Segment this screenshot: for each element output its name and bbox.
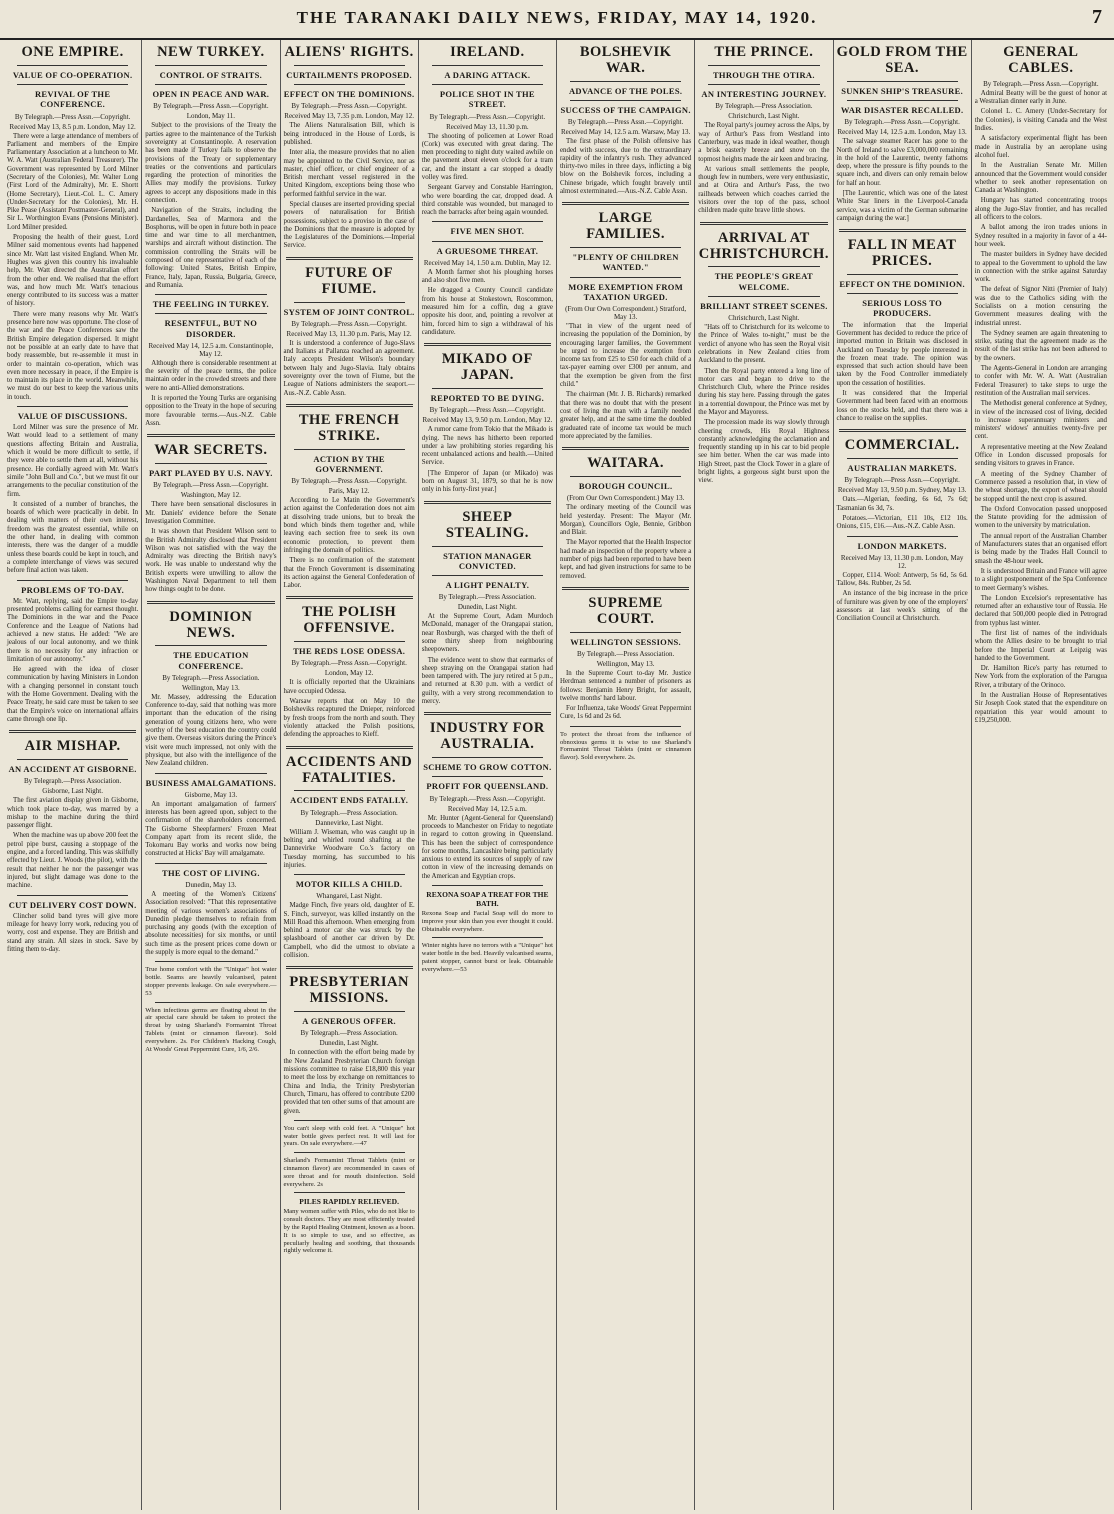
article-paragraph: There have been sensational disclosures in Mr. Daniels' evidence before the Senate Investigation Committee.: [145, 501, 277, 525]
article-paragraph: The Methodist general conference at Sydney, in view of the increased cost of living, decided to increase superannuary ministers and ministers' widows' annuities twenty-five per cent.: [974, 400, 1107, 441]
article-paragraph: Navigation of the Straits, including the Dardanelles, Sea of Marmora and the Bosphorus, will be open in future both in peace time and war time to all merchantmen, warships and aircraft without distinction. The commission controlling the Straits will be composed of one representative of each of the following: United States, British Empire, France, Italy, Japan, Russia, Bulgaria, Greece, and Rumania.: [145, 207, 277, 289]
article-paragraph: There were many reasons why Mr. Watt's presence here now was opportune. The close of the war and the Peace Conferences saw the British Empire delegation dispersed. It might not be possible at an early date to have that body reassemble, but re-assemble it must in order to maintain co-operation, which was even more necessary in peace, if the Empire is to maintain its place in the world. Meanwhile, we must do our best to keep the various units in touch.: [7, 310, 139, 401]
advertisement-text: True home comfort with the "Unique" hot water bottle. Seams are heavily vulcanised, patent stopper prevents leakage. On sale everywhere.—53: [145, 966, 277, 997]
section-divider: [424, 712, 551, 715]
headline-rule: [708, 65, 819, 66]
headline-rule: [432, 546, 543, 547]
press-credit: By Telegraph.—Press Assn.—Copyright.: [153, 102, 269, 111]
article-paragraph: He agreed with the idea of closer communication by having Ministers in London with a changing personnel in constant touch with the Home Government. Dealing with the Peace Treaty, he said care must be taken to see that the Empire's voice on international affairs came through one lip.: [7, 666, 139, 723]
article-paragraph: [The Laurentic, which was one of the latest White Star liners in the Liverpool-Canada service, was a victim of the German submarine campaign during the war.]: [836, 190, 968, 222]
article-subheading: WELLINGTON SESSIONS.: [570, 636, 681, 647]
subheading-rule: [708, 296, 819, 297]
article-subheading: A LIGHT PENALTY.: [445, 579, 530, 590]
article-paragraph: For Influenza, take Woods' Great Peppermint Cure, 1s 6d and 2s 6d.: [560, 705, 692, 721]
article-headline: WAITARA.: [587, 455, 664, 472]
press-credit: By Telegraph.—Press Assn.—Copyright.: [291, 102, 407, 111]
headline-rule: [847, 274, 958, 275]
article-headline: ACCIDENTS AND FATALITIES.: [286, 753, 413, 786]
subheading-rule: [17, 84, 128, 85]
subheading-rule: [155, 313, 266, 314]
article-subheading: MORE EXEMPTION FROM TAXATION URGED.: [568, 281, 684, 302]
article-headline: DOMINION NEWS.: [169, 608, 253, 641]
press-credit: By Telegraph.—Press Assn.—Copyright.: [429, 112, 546, 121]
article-subheading: PART PLAYED BY U.S. NAVY.: [149, 468, 273, 479]
article-subheading: BRILLIANT STREET SCENES.: [700, 300, 828, 311]
columns-container: [4, 40, 1110, 1510]
press-credit: By Telegraph.—Press Assn.—Copyright.: [567, 118, 684, 127]
article-headline: AIR MISHAP.: [24, 738, 121, 755]
section-divider: [562, 202, 689, 205]
article-headline: GOLD FROM THE SEA.: [836, 44, 968, 76]
column-2: [142, 40, 280, 1510]
section-divider: [17, 895, 128, 896]
dateline: Dannevirke, Last Night.: [315, 818, 383, 827]
advertisement-text: You can't sleep with cold feet. A "Unique" hot water bottle gives perfect rest. It will last for years. On sale everywhere.—47: [283, 1124, 415, 1148]
article-paragraph: "Hats off to Christchurch for its welcome to the Prince of Wales to-night," must be the verdict of anyone who has seen the Royal visit celebrations in New Zealand cities from Auckland to the present.: [698, 324, 830, 365]
section-divider: [294, 1152, 405, 1153]
subheading-rule: [708, 84, 819, 85]
article-headline: NEW TURKEY.: [157, 44, 265, 60]
section-divider: [155, 773, 266, 774]
article-paragraph: It was considered that the Imperial Government had been faced with an enormous loss on the stocks held, and that there was a chance to realise on the supplies.: [836, 390, 968, 422]
dateline: Dunedin, Last Night.: [457, 603, 517, 612]
section-divider: [562, 587, 689, 590]
section-divider: [147, 434, 274, 437]
dateline: Christchurch, Last Night.: [728, 112, 800, 121]
headline-rule: [17, 65, 128, 66]
section-divider: [847, 536, 958, 537]
section-divider: [432, 937, 543, 938]
article-headline: SHEEP STEALING.: [445, 508, 529, 541]
headline-rule: [155, 463, 266, 464]
article-headline: ARRIVAL AT CHRISTCHURCH.: [698, 229, 829, 262]
article-headline: IRELAND.: [450, 44, 525, 60]
article-paragraph: A Month farmer shot his ploughing horses and also shot five men.: [421, 268, 553, 285]
article-paragraph: Sergeant Garvey and Constable Harrington, who were boarding the car, dropped dead. A third constable was wounded, but managed to reach the barracks after being again wounded.: [421, 184, 553, 217]
article-paragraph: The London Excelsior's representative has returned after an exhaustive tour of Russia. He declared that 500,000 people died in Petrograd from typhus last winter.: [974, 594, 1107, 627]
article-subheading: LONDON MARKETS.: [857, 540, 947, 551]
dateline: Dunedin, May 13.: [185, 880, 237, 889]
subheading-rule: [432, 241, 543, 242]
press-credit: By Telegraph.—Press Assn.—Copyright.: [429, 794, 546, 803]
dateline: (From Our Own Correspondent.) May 13.: [566, 494, 685, 503]
article-paragraph: It is understood a conference of Jugo-Slavs and Italians at Pallanza reached an agreement. Italy accepts President Wilson's boundary between Italy and Jugo-Slavia. Italy obtains sovereignty over the town of Fiume, but the League of Nations administers the seaport.—Aus.-N.Z. Cable Assn.: [283, 339, 415, 397]
article-paragraph: In connection with the effort being made by the New Zealand Presbyterian Church foreign missions committee to raise £18,800 this year to meet the loss by exchange on remittances to China and India, the Trinity Presbyterian Church, Timaru, has offered to contribute £200 provided that ten other sums of that amount are given.: [283, 1049, 415, 1115]
headline-rule: [294, 641, 405, 642]
article-paragraph: In the Australian House of Representatives Sir Joseph Cook stated that the expenditure on repatriation this year would amount to £19,250,000.: [974, 692, 1107, 724]
article-headline: LARGE FAMILIES.: [586, 210, 665, 243]
article-headline: FUTURE OF FIUME.: [305, 264, 394, 297]
article-paragraph: At various small settlements the people, though few in numbers, were very enthusiastic, and at Otira and Arthur's Pass, the two railheads between which coaches carried the visitors over the top of the pass, school children made quite brave little shows.: [698, 165, 830, 215]
section-divider: [570, 726, 681, 727]
article-subheading: AUSTRALIAN MARKETS.: [847, 463, 957, 474]
press-credit: By Telegraph.—Press Assn.—Copyright.: [291, 319, 407, 328]
article-paragraph: Then the Royal party entered a long line of motor cars and began to drive to the Christchurch Club, where the Prince resides during his stay here. Passing through the gates in a torrential downpour, the Prince was met by the Mayor and Mayoress.: [698, 367, 830, 416]
dateline: Received May 13, 11.30 p.m.: [446, 122, 529, 131]
section-divider: [700, 222, 827, 225]
press-credit: By Telegraph.—Press Assn.—Copyright.: [844, 476, 960, 485]
press-credit: By Telegraph.—Press Association.: [576, 649, 675, 658]
article-paragraph: He dragged a County Council candidate from his house at Stokestown, Roscommon, measured him for a coffin, dug a grave opposite his door, and, pointing a revolver at him, forced him to sign a withdrawal of his candidature.: [421, 287, 553, 336]
column-3: [281, 40, 419, 1510]
article-paragraph: In the Supreme Court to-day Mr. Justice Herdman sentenced a number of prisoners as follows: Benjamin Henry Bright, for assault, twelve months' hard labour.: [560, 669, 692, 702]
article-subheading: A DARING ATTACK.: [444, 69, 531, 80]
dateline: Whangarei, Last Night.: [316, 892, 382, 901]
advertisement-text: Many women suffer with Piles, who do not like to consult doctors. They are most efficiently treated by the Rapid Healing Ointment, known as a boon. It is so simple to use, and so effective, as peculiarly healing and soothing, that thousands rightly welcome it.: [283, 1208, 415, 1255]
article-paragraph: There were a large attendance of members of Parliament and members of the Empire Parliamentary Association at a luncheon to Mr. W. A. Watt (Australian Federal Treasurer). The Government was represented by Lord Milner (Secretary of the Colonies), Mr. Walter Long (First Lord of the Admiralty), Mr. E. Shortt (Home Secretary), Lieut.-Col. L. C. Amery (Under-Secretary for the Colonies), Mr. H. Pike Pease (Assistant Postmaster-General), and Sir L. Worthington Evans (Pensions Minister). Lord Milner presided.: [7, 132, 139, 231]
article-paragraph: The Aliens Naturalisation Bill, which is being introduced in the House of Lords, is published.: [283, 122, 415, 146]
article-subheading: VALUE OF CO-OPERATION.: [12, 69, 133, 80]
subheading-rule: [432, 575, 543, 576]
dateline: Dunedin, Last Night.: [319, 1039, 379, 1048]
masthead-title: THE TARANAKI DAILY NEWS, FRIDAY, MAY 14, 1920.: [296, 8, 818, 27]
article-paragraph: Mr. Watt, replying, said the Empire to-day presented problems calling for earnest thought. The Dominions in the war and the Peace Conference and the League of Nations had achieved a new status. He added: "We are jealous of our local autonomy, and we think there is no necessity for any infraction or limitation of our autonomy.": [7, 597, 139, 663]
article-subheading: ADVANCE OF THE POLES.: [568, 85, 683, 96]
section-divider: [286, 746, 413, 749]
article-subheading: "PLENTY OF CHILDREN WANTED.": [572, 252, 679, 273]
article-paragraph: Copper, £114. Wool: Antwerp, 5s 6d, 5s 6d. Tallow, 84s. Rubber, 2s 5d.: [836, 571, 968, 588]
article-subheading: OPEN IN PEACE AND WAR.: [152, 89, 270, 100]
article-headline: BOLSHEVIK WAR.: [579, 44, 672, 76]
subheading-rule: [155, 84, 266, 85]
article-subheading: THROUGH THE OTIRA.: [712, 69, 815, 80]
article-paragraph: Special clauses are inserted providing special powers of naturalisation for British possessions, subject to a proviso in the case of the Dominions that the measure is adopted by the Legislatures of the Dominions.—Imperial Service.: [283, 200, 415, 250]
article-subheading: VALUE OF DISCUSSIONS.: [17, 411, 128, 421]
press-credit: By Telegraph.—Press Association.: [438, 593, 537, 602]
headline-rule: [847, 458, 958, 459]
dateline: Received May 14, 12.5 a.m.: [447, 804, 527, 813]
column-6: [695, 40, 833, 1510]
headline-rule: [570, 632, 681, 633]
dateline: Paris, May 12.: [328, 487, 370, 496]
article-subheading: SYSTEM OF JOINT CONTROL.: [283, 306, 415, 317]
section-divider: [424, 501, 551, 504]
article-subheading: WAR DISASTER RECALLED.: [840, 105, 964, 116]
article-subheading: SUNKEN SHIP'S TREASURE.: [841, 85, 963, 96]
press-credit: By Telegraph.—Press Association.: [23, 777, 122, 786]
headline-rule: [570, 81, 681, 82]
advertisement-text: Rexona Soap and Facial Soap will do more to improve your skin than you ever thought it could. Obtainable everywhere.: [421, 909, 553, 933]
article-paragraph: According to Le Matin the Government's action against the Confederation does not aim at dissolving trade unions, but to break the bond which binds them together and, while leaving each section free to seek its own economic protection, to prevent them infringing the domain of politics.: [283, 497, 415, 554]
dateline: Gisborne, Last Night.: [42, 787, 103, 796]
dateline: Received May 13, 11.30 p.m. London, May 12.: [840, 553, 964, 570]
article-headline: INDUSTRY FOR AUSTRALIA.: [429, 720, 545, 753]
article-subheading: BOROUGH COUNCIL.: [578, 481, 673, 492]
section-divider: [839, 429, 966, 432]
article-subheading: POLICE SHOT IN THE STREET.: [439, 89, 535, 110]
dateline: Gisborne, May 13.: [184, 790, 238, 799]
article-paragraph: The Oxford Convocation passed unopposed the Statute providing for the admission of women to the university by matriculation.: [974, 505, 1107, 530]
headline-rule: [294, 1011, 405, 1012]
article-paragraph: It is understood Britain and France will agree to a slight postponement of the Spa Conference to meet Germany's wishes.: [974, 567, 1107, 592]
article-subheading: THE REDS LOSE ODESSA.: [293, 646, 406, 657]
article-paragraph: Admiral Beatty will be the guest of honor at a Westralian dinner early in June.: [974, 89, 1107, 106]
section-divider: [9, 730, 136, 733]
column-1: [4, 40, 142, 1510]
article-headline: SUPREME COURT.: [588, 594, 663, 627]
press-credit: By Telegraph.—Press Assn.—Copyright.: [429, 406, 546, 415]
advertisement-text: Winter nights have no terrors with a "Unique" hot water bottle in the bed. Heavily vulcanised seams, patent stopper, cannot burst or leak. Obtainable everywhere.—53: [421, 942, 553, 973]
dateline: Received May 13, 8.5 p.m. London, May 12.: [9, 122, 136, 131]
article-headline: THE PRINCE.: [714, 44, 814, 60]
article-paragraph: It consisted of a number of branches, the boards of which were practically in debit. In dealing with matters of their own interest, freedom was the greatest essential, while on the other hand, in dealing with common interests, there was the danger of a muddle unless these boards could be kept in touch, and a complete interchange of views was secured before final action was taken.: [7, 500, 139, 575]
section-divider: [424, 343, 551, 346]
article-paragraph: The chairman (Mr. J. B. Richards) remarked that there was no doubt that with the present cost of living the man with a family needed greater help, and at the same time the doubled graduated rate of income tax would be much more appreciated by the families.: [560, 391, 692, 440]
article-paragraph: The ordinary meeting of the Council was held yesterday. Present: The Mayor (Mr. Morgan), Councillors Ogle, Bennie, Gribbon and Blair.: [560, 504, 692, 537]
article-paragraph: It is reported the Young Turks are organising opposition to the Treaty in the hope of securing more favourable terms.—Aus.-N.Z. Cable Assn.: [145, 395, 277, 427]
advertisement-text: To protect the throat from the influence of obnoxious germs it is wise to use Sharland's Formamint Throat Tablets (mint or cinnamon flavor). Sold everywhere. 2s.: [560, 730, 692, 762]
subheading-rule: [294, 84, 405, 85]
article-subheading: SERIOUS LOSS TO PRODUCERS.: [862, 298, 943, 319]
press-credit: By Telegraph.—Press Association.: [300, 1029, 398, 1038]
section-divider: [286, 404, 413, 407]
article-paragraph: Warsaw reports that on May 10 the Bolsheviks recaptured the Dnieper, reinforced by fresh troops from the north and south. They violently attacked the Polish positions, defending the approaches to Kieff.: [283, 698, 415, 739]
headline-rule: [294, 302, 405, 303]
article-paragraph: The shooting of policemen at Lower Road (Cork) was executed with great daring. The men proceeding to night duty waited awhile on the pavement about eleven o'clock for a tram car, and the instant a car stopped a deadly volley was fired.: [421, 132, 553, 181]
article-headline: THE FRENCH STRIKE.: [298, 411, 400, 444]
article-subheading: SUCCESS OF THE CAMPAIGN.: [560, 105, 691, 116]
article-headline: GENERAL CABLES.: [1003, 44, 1079, 76]
dateline: Christchurch, Last Night.: [728, 314, 800, 323]
section-divider: [155, 863, 266, 864]
press-credit: By Telegraph.—Press Assn.—Copyright.: [291, 477, 407, 486]
article-paragraph: The Mayor reported that the Health Inspector had made an inspection of the property where a number of pigs had been reported to have been kept, and had given instructions for same to be removed.: [560, 539, 692, 580]
article-subheading: ACCIDENT ENDS FATALLY.: [290, 795, 409, 806]
article-subheading: PROFIT FOR QUEENSLAND.: [426, 781, 549, 792]
press-credit: By Telegraph.—Press Assn.—Copyright.: [14, 112, 131, 121]
article-paragraph: A satisfactory experimental flight has been made in Australia by an aeroplane using alcohol fuel.: [974, 135, 1107, 159]
section-divider: [432, 885, 543, 886]
headline-rule: [155, 65, 266, 66]
article-subheading: A GENEROUS OFFER.: [302, 1016, 396, 1027]
subheading-rule: [432, 776, 543, 777]
dateline: Received May 13, 9.50 p.m. Sydney, May 13.: [837, 486, 967, 495]
article-headline: THE POLISH OFFENSIVE.: [302, 604, 397, 637]
article-paragraph: "That in view of the urgent need of increasing the population of the Dominion, by encouraging larger families, the Government be urged to increase the exemption from income tax from £25 to £50 for each child of a tax-payer earning over £300 per annum, and that the exemption be given from the first child.": [560, 322, 692, 389]
column-7: [834, 40, 972, 1510]
section-divider: [147, 601, 274, 604]
article-subheading: REPORTED TO BE DYING.: [430, 393, 545, 404]
article-paragraph: Clincher solid band tyres will give more mileage for heavy lorry work, reducing you of worry, cost and expense. They are British and stand any strain. All sizes in stock. Save by fitting them to-day.: [7, 912, 139, 953]
article-subheading: FIVE MEN SHOT.: [450, 226, 525, 237]
article-subheading: EFFECT ON THE DOMINION.: [839, 279, 965, 290]
article-subheading: RESENTFUL, BUT NO DISORDER.: [164, 318, 258, 339]
dateline: Wellington, May 13.: [596, 659, 655, 668]
article-paragraph: Oats.—Algerian, feeding, 6s 6d, 7s 6d; Tasmanian 6s 3d, 7s.: [836, 496, 968, 512]
section-divider: [17, 580, 128, 581]
article-paragraph: Potatoes.—Victorian, £11 10s, £12 10s. Onions, £15, £16.—Aus.-N.Z. Cable Assn.: [836, 514, 968, 531]
article-subheading: ACTION BY THE GOVERNMENT.: [313, 453, 385, 474]
advertisement-heading: REXONA SOAP A TREAT FOR THE BATH.: [426, 889, 549, 908]
article-paragraph: Dr. Hamilton Rice's party has returned to New York from the exploration of the Parugua River, a tributary of the Orinoco.: [974, 665, 1107, 689]
article-headline: COMMERCIAL.: [844, 437, 960, 454]
headline-rule: [570, 247, 681, 248]
article-paragraph: Lord Milner was sure the presence of Mr. Watt would lead to a settlement of many questions affecting Britain and Australia, which it would be more difficult to settle, if they were able to settle them at all, without his presence. He cordially agreed with Mr. Watt's simile "John Bull and Co.", but we must fit our arrangements to the peculiar constitution of the firm.: [7, 424, 139, 498]
press-credit: By Telegraph.—Press Assn.—Copyright.: [983, 79, 1099, 88]
article-paragraph: An important amalgamation of farmers' interests has been agreed upon, subject to the confirmation of the shareholders concerned. The Gisborne Sheepfarmers' Frozen Meat Company apart from its recent slide, the Tokomaru Bay works and works now being constructed at Hicks' Bay will amalgamate.: [145, 800, 277, 858]
article-paragraph: The salvage steamer Racer has gone to the North of Ireland to salve £3,000,000 remaining in the hold of the Laurentic, twenty fathoms deep, where the pressure is fifty pounds to the square inch, and divers can only remain below for half an hour.: [836, 138, 968, 187]
article-headline: ALIENS' RIGHTS.: [284, 44, 414, 60]
article-subheading: MOTOR KILLS A CHILD.: [295, 879, 403, 890]
section-divider: [286, 966, 413, 969]
article-paragraph: [The Emperor of Japan (or Mikado) was born on August 31, 1879, so that he is now only in his forty-first year.]: [421, 469, 553, 494]
section-divider: [155, 961, 266, 962]
subheading-rule: [432, 84, 543, 85]
advertisement-text: When infectious germs are floating about in the air special care should be taken to protect the throat by using Sharland's Formamint Throat Tablets (mint or cinnamon flavour). Sold everywhere. 2s. For Children's Hacking Cough, At Woods' Great Peppermint Cure, 1/6, 2/6.: [145, 1006, 277, 1053]
dateline: London, May 12.: [324, 669, 374, 678]
masthead: [0, 0, 1114, 40]
section-divider: [17, 406, 128, 407]
dateline: Received May 14, 1.50 a.m. Dublin, May 12.: [423, 258, 551, 267]
advertisement-text: Sharland's Formamint Throat Tablets (mint or cinnamon flavor) are recommended in cases of sore throat and for mouth disinfection. Sold everywhere. 2s: [283, 1157, 415, 1188]
article-paragraph: In the Australian Senate Mr. Millen announced that the Government would consider whether to seek another representation on Canada at Washington.: [974, 162, 1107, 195]
headline-rule: [432, 757, 543, 758]
article-paragraph: It was shown that President Wilson sent to the British Admiralty disclosed that President Wilson was not satisfied with the way the Admiralty was directing the British navy's work. He was unable to understand why the British experts were unwilling to allow the Washington Naval Department to tell them how things ought to be done.: [145, 528, 277, 594]
press-credit: By Telegraph.—Press Association.: [162, 673, 260, 682]
article-paragraph: The Royal party's journey across the Alps, by way of Arthur's Pass from Westland into Canterbury, was made in ideal weather, though a brisk easterly breeze and snow on the topmost heights made the air keen and bracing.: [698, 122, 830, 163]
article-subheading: STATION MANAGER CONVICTED.: [443, 550, 532, 571]
article-paragraph: The Agents-General in London are arranging to confer with Mr. W. A. Watt (Australian Federal Treasurer) to take steps to urge the restitution of the Australian mail services.: [974, 365, 1107, 397]
headline-rule: [294, 65, 405, 66]
article-subheading: REVIVAL OF THE CONFERENCE.: [34, 89, 111, 110]
article-paragraph: The master builders in Sydney have decided to appeal to the Government to uphold the law in connection with the strike against Saturday work.: [974, 251, 1107, 284]
section-divider: [155, 1002, 266, 1003]
article-headline: ONE EMPIRE.: [21, 44, 124, 60]
press-credit: By Telegraph.—Press Association.: [300, 808, 398, 817]
column-8: [972, 40, 1110, 1510]
article-paragraph: It is officially reported that the Ukrainians have occupied Odessa.: [283, 679, 415, 695]
article-paragraph: A meeting of the Women's Citizens' Association resolved: "That this representative meeting of various women's associations of Dunedin pledge themselves to refrain from purchasing any goods (with the exception of absolute necessities) for six months, or until such time as the present prices come down or the supply is more equal to the demand.": [145, 890, 277, 957]
article-paragraph: Mr. Massey, addressing the Education Conference to-day, said that nothing was more important than the education of the rising generation of young citizens here, who were worthy of the best education the country could give them. Overseas visitors during the Prince's visit were much impressed, not only with the physique, but also with the intelligence of the New Zealand children.: [145, 693, 277, 768]
article-headline: FALL IN MEAT PRICES.: [847, 237, 957, 270]
section-divider: [432, 221, 543, 222]
article-subheading: THE COST OF LIVING.: [161, 867, 260, 878]
section-divider: [562, 447, 689, 450]
article-subheading: AN INTERESTING JOURNEY.: [701, 89, 827, 100]
section-divider: [155, 294, 266, 295]
subheading-rule: [847, 100, 958, 101]
section-divider: [294, 874, 405, 875]
article-subheading: AN ACCIDENT AT GISBORNE.: [8, 764, 137, 775]
article-paragraph: Mr. Hunter (Agent-General for Queensland) proceeds to Manchester on Friday to negotiate in regard to cotton growing in Queensland. This has been the subject of correspondence for some months, Lancashire being particularly anxious to extend its sources of supply of raw cotton in view of the increasing demands on the American and Egyptian crops.: [421, 814, 553, 880]
article-paragraph: The procession made its way slowly through cheering crowds, His Royal Highness constantly acknowledging the acclamation and frequently standing up in his car to bid people see him better. When the car was made into High Street, past the Clock Tower in a glare of bright lights, a gorgeous sight burst upon the view.: [698, 419, 830, 485]
article-paragraph: When the machine was up above 200 feet the petrol pipe burst, causing a stoppage of the engine, and a forced landing. This was skilfully effected by Lieut. J. Woods (the pilot), with the result that neither he nor the passenger was injured, but slight damage was done to the machine.: [7, 832, 139, 890]
article-paragraph: Subject to the provisions of the Treaty the parties agree to the maintenance of the Turkish sovereignty at Constantinople. A reservation has been made if Turkey fails to observe the provisions of the Treaty or supplementary treaties or the conventions and particulars regarding the protection of minorities the Allies may modify the provisions. Turkey agrees to accept any dispositions made in this connection.: [145, 122, 277, 204]
article-paragraph: The evidence went to show that earmarks of sheep straying on the Orangapai station had been tampered with. The jury retired at 5 p.m., and returned at 8.30 p.m. with a verdict of guilty, with a very strong recommendation to mercy.: [421, 656, 553, 706]
dateline: Received May 14, 12.5 a.m. Constantinople, May 12.: [148, 341, 274, 358]
article-paragraph: Although there is considerable resentment at the severity of the peace terms, the police maintain order in the crowded streets and there were no anti-Allied demonstrations.: [145, 359, 277, 392]
article-subheading: CURTAILMENTS PROPOSED.: [286, 69, 412, 80]
article-subheading: SCHEME TO GROW COTTON.: [423, 762, 552, 773]
article-paragraph: The Sydney seamen are again threatening to strike, stating that the agreement made as the result of the last strike has not been adhered to by the owners.: [974, 329, 1107, 362]
article-paragraph: At the Supreme Court, Adam Murdoch McDonald, manager of the Orangapai station, near Roxburgh, was charged with the theft of some thirty sheep from neighbouring sheepowners.: [421, 613, 553, 654]
section-divider: [286, 596, 413, 599]
article-paragraph: Proposing the health of their guest, Lord Milner said momentous events had happened since Mr. Watt last visited England. When Mr. Hughes was given this country his invaluable help, Mr. Watt directed the Australian effort from the other end. We realised that the effort was, and how much Mr. Watt's tenacious energy contributed to its success was a matter of history.: [7, 234, 139, 308]
article-paragraph: Inter alia, the measure provides that no alien may be appointed to the Civil Service, nor as master, chief officer, or chief engineer of a British merchant vessel registered in the United Kingdom, exceptions being those who performed faithful service in the war.: [283, 149, 415, 198]
article-paragraph: William J. Wiseman, who was caught up in belting and whirled round shafting at the Dannevirke Woodware Co.'s factory on Tuesday morning, has succumbed to his injuries.: [283, 828, 415, 869]
article-paragraph: Colonel L. C. Amery (Under-Secretary for the Colonies), is visiting Canada and the West Indies.: [974, 108, 1107, 133]
article-paragraph: A meeting of the Sydney Chamber of Commerce passed a resolution that, in view of the wheat shortage, the export of wheat should be stopped until the next crop is assured.: [974, 470, 1107, 503]
subheading-rule: [570, 277, 681, 278]
section-divider: [286, 257, 413, 260]
dateline: Received May 13, 9.50 p.m. London, May 12.: [422, 416, 553, 425]
dateline: London, May 11.: [186, 112, 236, 121]
article-headline: PRESBYTERIAN MISSIONS.: [289, 974, 409, 1007]
article-subheading: CONTROL OF STRAITS.: [159, 69, 263, 80]
section-divider: [294, 1192, 405, 1193]
headline-rule: [294, 790, 405, 791]
article-subheading: THE EDUCATION CONFERENCE.: [173, 650, 249, 671]
headline-rule: [570, 476, 681, 477]
headline-rule: [708, 266, 819, 267]
section-divider: [294, 1120, 405, 1121]
dateline: Received May 14, 12.5 a.m. London, May 13.: [837, 128, 967, 137]
page-number: 7: [1092, 6, 1102, 28]
article-paragraph: Madge Finch, five years old, daughter of E. S. Finch, surveyor, was killed instantly on the Mill Road this afternoon. When emerging from behind a motor car she was struck by the splashboard of another car driven by Dr. Campbell, who did the utmost to obviate a collision.: [283, 902, 415, 960]
dateline: Washington, May 12.: [180, 491, 241, 500]
dateline: (From Our Own Correspondent.) Stratford, May 13.: [565, 304, 687, 321]
headline-rule: [294, 449, 405, 450]
article-paragraph: The first phase of the Polish offensive has ended with success, due to the extraordinary rapidity of the infantry's rush. They advanced thirty-two miles in three days, inflicting a big blow on the Bolshevik forces, including a Chinese brigade, which fought bravely until almost exterminated.—Aus.-N.Z. Cable Assn.: [560, 138, 692, 196]
article-paragraph: A representative meeting at the New Zealand Office in London discussed proposals for sending visitors to graves in France.: [974, 443, 1107, 468]
headline-rule: [17, 759, 128, 760]
article-paragraph: Hungary has started concentrating troops along the Jugo-Slav frontier, and has recalled all officers to the colors.: [974, 197, 1107, 222]
article-subheading: CUT DELIVERY COST DOWN.: [8, 899, 137, 910]
article-paragraph: An instance of the big increase in the price of furniture was given by one of the employers' assessors at last week's sitting of the Conciliation Council at Christchurch.: [836, 590, 968, 623]
article-headline: WAR SECRETS.: [154, 442, 268, 459]
headline-rule: [432, 65, 543, 66]
headline-rule: [155, 645, 266, 646]
headline-rule: [432, 388, 543, 389]
article-subheading: PROBLEMS OF TO-DAY.: [21, 584, 125, 595]
press-credit: By Telegraph.—Press Assn.—Copyright.: [153, 481, 269, 490]
dateline: Received May 14, 12.5 a.m. Warsaw, May 13.: [560, 128, 691, 137]
headline-rule: [847, 81, 958, 82]
article-headline: MIKADO OF JAPAN.: [441, 351, 533, 384]
column-5: [557, 40, 695, 1510]
article-paragraph: The defeat of Signor Nitti (Premier of Italy) was due to the Catholics siding with the Socialists on a motion censuring the Government measures dealing with the industrial unrest.: [974, 286, 1107, 327]
article-paragraph: A rumor came from Tokio that the Mikado is dying. The news has hitherto been reported under a law prohibiting stories regarding his recent unbalanced actions and health.—United Service.: [421, 426, 553, 467]
column-4: [419, 40, 557, 1510]
article-subheading: THE PEOPLE'S GREAT WELCOME.: [714, 271, 814, 292]
dateline: Received May 13, 11.30 p.m. Paris, May 12.: [286, 329, 412, 338]
subheading-rule: [570, 100, 681, 101]
subheading-rule: [847, 293, 958, 294]
press-credit: By Telegraph.—Press Assn.—Copyright.: [291, 659, 407, 668]
section-divider: [839, 229, 966, 232]
article-paragraph: There is no confirmation of the statement that the French Government is disseminating its action against the General Confederation of Labor.: [283, 557, 415, 590]
article-subheading: EFFECT ON THE DOMINIONS.: [283, 89, 415, 100]
dateline: Wellington, May 13.: [181, 683, 240, 692]
article-subheading: BUSINESS AMALGAMATIONS.: [145, 777, 277, 788]
article-subheading: THE FEELING IN TURKEY.: [152, 299, 269, 310]
article-subheading: A GRUESOME THREAT.: [436, 245, 539, 256]
article-paragraph: The information that the Imperial Government has decided to reduce the price of imported mutton in Britain was disclosed in Auckland on Tuesday by people interested in the frozen meat trade. The opinion was expressed that such action should have been taken by the Food Controller immediately upon the cessation of hostilities.: [836, 321, 968, 387]
article-paragraph: The first list of names of the individuals whom the Allies desire to be brought to trial before the Imperial Court at Leipzig was handed to the Government.: [974, 629, 1107, 662]
article-paragraph: The first aviation display given in Gisborne, which took place to-day, was marred by a mishap to the machine during the third passenger flight.: [7, 797, 139, 830]
press-credit: By Telegraph.—Press Assn.—Copyright.: [844, 118, 960, 127]
dateline: Received May 13, 7.35 p.m. London, May 12.: [284, 112, 414, 121]
article-paragraph: The annual report of the Australian Chamber of Manufacturers states that an organised effort is being made by the Trades Hall Council to smash the 48-hour week.: [974, 532, 1107, 565]
press-credit: By Telegraph.—Press Association.: [715, 102, 813, 111]
advertisement-heading: PILES RAPIDLY RELIEVED.: [299, 1197, 399, 1207]
article-paragraph: A ballot among the iron trades unions in Sydney resulted in a majority in favor of a 44-hour week.: [974, 224, 1107, 248]
